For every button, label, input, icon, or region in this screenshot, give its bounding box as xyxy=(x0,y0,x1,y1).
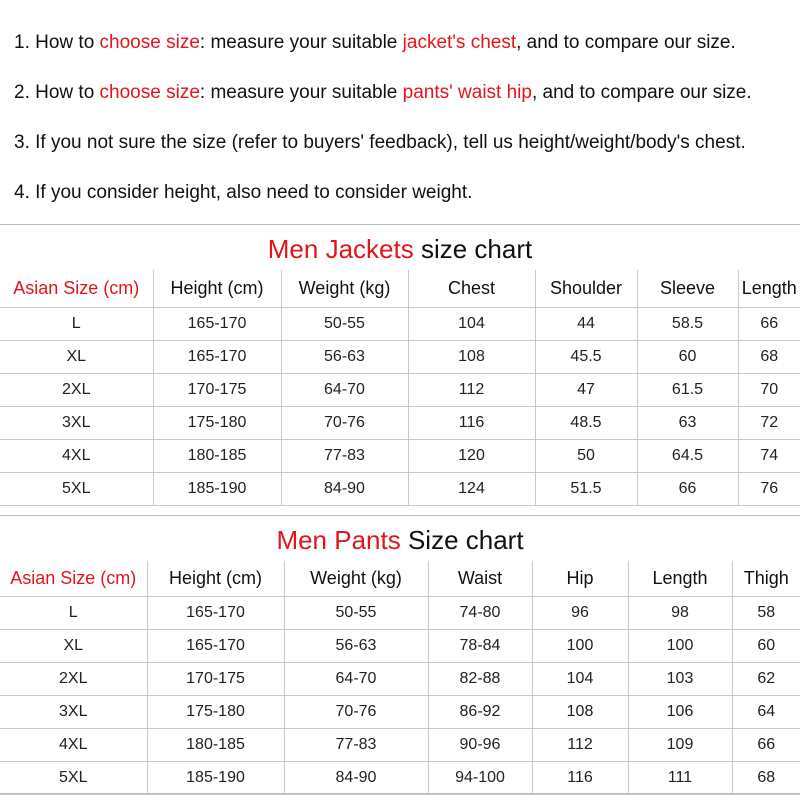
table-cell: 108 xyxy=(532,695,628,728)
instruction-text: , and to compare our size. xyxy=(531,82,752,103)
table-cell: 180-185 xyxy=(147,728,284,761)
instruction-highlight: choose size xyxy=(99,82,200,103)
table-row xyxy=(0,761,800,794)
table-cell: 108 xyxy=(408,340,535,373)
column-header: Hip xyxy=(532,561,628,596)
table-cell: 72 xyxy=(738,406,800,439)
column-header: Shoulder xyxy=(535,270,637,307)
table-cell: 66 xyxy=(738,307,800,340)
instruction-text: 4. If you consider height, also need to consider weight. xyxy=(14,182,473,203)
table-cell: 84-90 xyxy=(281,472,408,505)
table-cell: 112 xyxy=(532,728,628,761)
table-cell: 104 xyxy=(408,307,535,340)
table-cell: 74 xyxy=(738,439,800,472)
table-row xyxy=(0,472,800,505)
column-header: Sleeve xyxy=(637,270,738,307)
pants-title-highlight: Men Pants xyxy=(276,525,401,555)
table-cell: 185-190 xyxy=(147,761,284,794)
column-header: Height (cm) xyxy=(153,270,281,307)
table-cell: 100 xyxy=(628,629,732,662)
column-header: Thigh xyxy=(732,561,800,596)
table-cell: 77-83 xyxy=(281,439,408,472)
pants-title-text: Size chart xyxy=(400,525,524,555)
table-cell: 56-63 xyxy=(284,629,428,662)
table-cell: 74-80 xyxy=(428,596,532,629)
jackets-chart-title xyxy=(0,232,800,266)
table-cell: 5XL xyxy=(0,472,153,505)
table-cell: 165-170 xyxy=(147,629,284,662)
table-cell: XL xyxy=(0,340,153,373)
table-cell: 82-88 xyxy=(428,662,532,695)
table-row xyxy=(0,406,800,439)
table-cell: 4XL xyxy=(0,439,153,472)
table-cell: 63 xyxy=(637,406,738,439)
instruction-highlight: choose size xyxy=(99,32,200,53)
table-cell: 116 xyxy=(532,761,628,794)
divider xyxy=(0,793,800,794)
table-cell: 58.5 xyxy=(637,307,738,340)
table-cell: 66 xyxy=(637,472,738,505)
table-cell: 100 xyxy=(532,629,628,662)
instruction-line-4 xyxy=(14,181,472,205)
table-row xyxy=(0,662,800,695)
table-cell: 94-100 xyxy=(428,761,532,794)
table-cell: 103 xyxy=(628,662,732,695)
table-cell: 60 xyxy=(637,340,738,373)
table-cell: 109 xyxy=(628,728,732,761)
table-cell: 165-170 xyxy=(147,596,284,629)
column-header: Waist xyxy=(428,561,532,596)
table-cell: 68 xyxy=(738,340,800,373)
table-cell: 106 xyxy=(628,695,732,728)
instruction-line-1 xyxy=(14,31,736,55)
table-row xyxy=(0,728,800,761)
column-header: Asian Size (cm) xyxy=(0,561,147,596)
table-cell: 165-170 xyxy=(153,307,281,340)
table-cell: 50 xyxy=(535,439,637,472)
table-cell: L xyxy=(0,307,153,340)
table-cell: 64-70 xyxy=(284,662,428,695)
table-cell: 70-76 xyxy=(284,695,428,728)
table-cell: 170-175 xyxy=(153,373,281,406)
jackets-title-highlight: Men Jackets xyxy=(267,234,414,264)
table-cell: 58 xyxy=(732,596,800,629)
table-cell: 86-92 xyxy=(428,695,532,728)
pants-size-table xyxy=(0,561,800,795)
instruction-text: 1. How to xyxy=(14,32,100,53)
table-header-row xyxy=(0,561,800,596)
divider xyxy=(0,224,800,225)
table-cell: 50-55 xyxy=(284,596,428,629)
table-cell: 3XL xyxy=(0,695,147,728)
column-header: Length xyxy=(628,561,732,596)
table-cell: 120 xyxy=(408,439,535,472)
table-header-row xyxy=(0,270,800,307)
jackets-size-table xyxy=(0,270,800,506)
table-cell: 96 xyxy=(532,596,628,629)
table-cell: 60 xyxy=(732,629,800,662)
table-row xyxy=(0,307,800,340)
table-cell: 44 xyxy=(535,307,637,340)
table-cell: 4XL xyxy=(0,728,147,761)
table-cell: 66 xyxy=(732,728,800,761)
table-cell: 170-175 xyxy=(147,662,284,695)
table-cell: 98 xyxy=(628,596,732,629)
jackets-title-text: size chart xyxy=(413,234,533,264)
table-cell: 70 xyxy=(738,373,800,406)
table-cell: 175-180 xyxy=(153,406,281,439)
column-header: Asian Size (cm) xyxy=(0,270,153,307)
table-cell: 77-83 xyxy=(284,728,428,761)
table-cell: 3XL xyxy=(0,406,153,439)
table-row xyxy=(0,340,800,373)
table-cell: 112 xyxy=(408,373,535,406)
table-cell: 61.5 xyxy=(637,373,738,406)
table-cell: 111 xyxy=(628,761,732,794)
table-cell: 165-170 xyxy=(153,340,281,373)
column-header: Height (cm) xyxy=(147,561,284,596)
table-cell: 116 xyxy=(408,406,535,439)
column-header: Chest xyxy=(408,270,535,307)
table-cell: 47 xyxy=(535,373,637,406)
table-cell: 84-90 xyxy=(284,761,428,794)
table-cell: 62 xyxy=(732,662,800,695)
table-row xyxy=(0,439,800,472)
table-cell: 64-70 xyxy=(281,373,408,406)
instruction-line-3 xyxy=(14,131,746,155)
instruction-text: 2. How to xyxy=(14,82,100,103)
column-header: Length xyxy=(738,270,800,307)
instruction-text: : measure your suitable xyxy=(199,32,403,53)
table-cell: L xyxy=(0,596,147,629)
table-cell: 48.5 xyxy=(535,406,637,439)
table-row xyxy=(0,596,800,629)
table-cell: 2XL xyxy=(0,662,147,695)
table-cell: 175-180 xyxy=(147,695,284,728)
pants-chart-title xyxy=(0,523,800,557)
instruction-line-2 xyxy=(14,81,752,105)
table-cell: 45.5 xyxy=(535,340,637,373)
instruction-highlight: pants' waist hip xyxy=(402,82,532,103)
table-cell: 68 xyxy=(732,761,800,794)
table-row xyxy=(0,373,800,406)
table-cell: 51.5 xyxy=(535,472,637,505)
table-cell: 70-76 xyxy=(281,406,408,439)
table-cell: 185-190 xyxy=(153,472,281,505)
column-header: Weight (kg) xyxy=(284,561,428,596)
table-cell: XL xyxy=(0,629,147,662)
table-row xyxy=(0,695,800,728)
table-cell: 64 xyxy=(732,695,800,728)
table-cell: 2XL xyxy=(0,373,153,406)
column-header: Weight (kg) xyxy=(281,270,408,307)
instruction-text: 3. If you not sure the size (refer to buyers' feedback), tell us height/weight/body's chest. xyxy=(14,132,746,153)
table-row xyxy=(0,629,800,662)
divider xyxy=(0,515,800,516)
table-cell: 104 xyxy=(532,662,628,695)
table-cell: 64.5 xyxy=(637,439,738,472)
table-cell: 56-63 xyxy=(281,340,408,373)
table-cell: 180-185 xyxy=(153,439,281,472)
table-cell: 50-55 xyxy=(281,307,408,340)
table-cell: 5XL xyxy=(0,761,147,794)
table-cell: 90-96 xyxy=(428,728,532,761)
instruction-text: : measure your suitable xyxy=(199,82,403,103)
instruction-highlight: jacket's chest xyxy=(402,32,517,53)
instruction-text: , and to compare our size. xyxy=(516,32,736,53)
table-cell: 78-84 xyxy=(428,629,532,662)
table-cell: 124 xyxy=(408,472,535,505)
table-cell: 76 xyxy=(738,472,800,505)
